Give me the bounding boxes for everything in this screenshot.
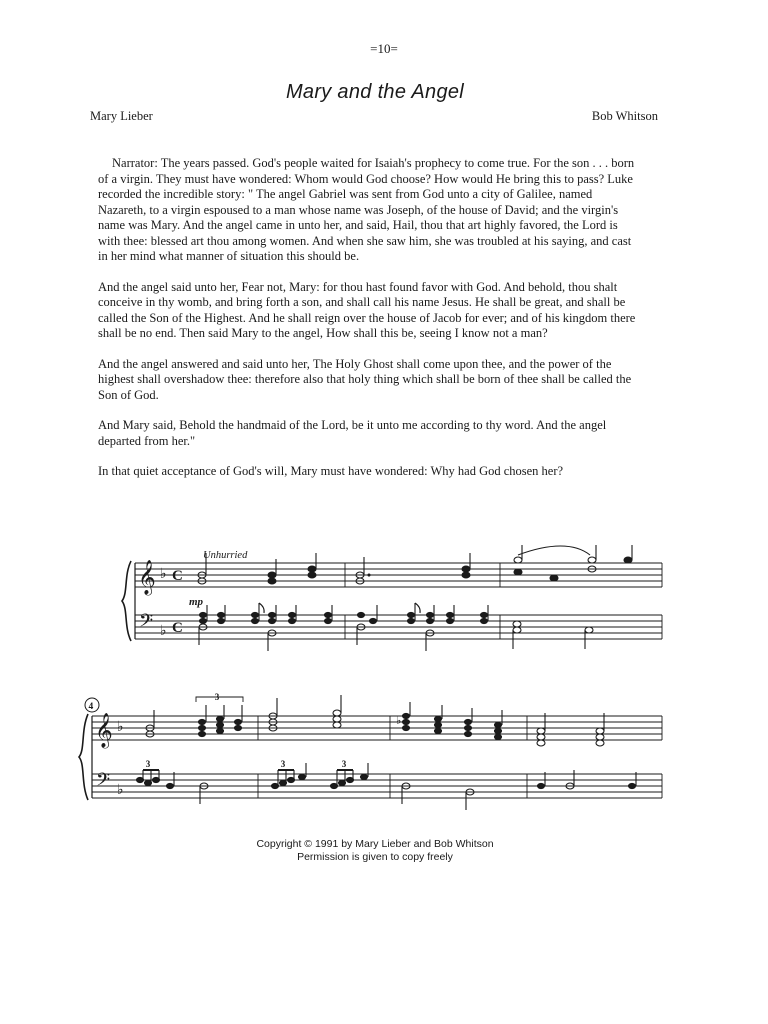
song-title: Mary and the Angel [285, 81, 465, 103]
tempo-marking: Unhurried [203, 550, 248, 561]
tuplet-label: 3 [214, 692, 220, 702]
time-signature: C [172, 620, 183, 636]
treble-notes-m7 [537, 713, 604, 746]
copyright-notice [0, 838, 750, 864]
copyright-line: Copyright © 1991 by Mary Lieber and Bob Whitson [256, 838, 494, 850]
tuplet-label: 3 [280, 759, 286, 769]
treble-notes-m2 [356, 557, 370, 584]
treble-notes-m3 [514, 545, 596, 572]
dynamic-marking: mp [189, 596, 204, 608]
bass-clef-icon: 𝄢 [139, 610, 154, 635]
bass-clef-icon: 𝄢 [96, 769, 111, 794]
flat-icon: ♭ [396, 715, 402, 727]
narration-paragraph: Narrator: The years passed. God's people waited for Isaiah's prophecy to come true. For the son . . . born of a virgin. They must have wondered: Whom would God choose? How would He bring this to pass? Luke recorded the incredible story: " The angel Gabriel was sent from God unto a city of Galilee, named Nazareth, to a virgin espoused to a man whose name was Joseph, of the house of David; and the virgin's name was Mary. And the angel came in unto her, and said, Hail, thou that art highly favored, the Lord is with thee: blessed art thou among women. And when she saw him, she was troubled at his saying, and cast in her mind what manner of situation this should be. [98, 156, 635, 263]
time-signature: C [172, 568, 183, 584]
bass-half-notes-m2 [357, 621, 593, 651]
music-system-2 [0, 690, 768, 815]
permission-line: Permission is given to copy freely [297, 851, 453, 863]
bass-notes-m1 [200, 603, 333, 624]
treble-clef-icon: 𝄞 [95, 714, 113, 747]
page-number: =10= [370, 41, 398, 56]
flat-icon: ♭ [160, 567, 167, 582]
bass-notes-m5 [272, 763, 369, 789]
tuplet-bracket [196, 697, 243, 702]
measure-number: 4 [88, 702, 94, 712]
narration-text [98, 156, 638, 495]
treble-notes-m2b [462, 553, 470, 578]
tuplet-label: 3 [145, 759, 151, 769]
music-system-1 [0, 545, 768, 660]
flat-icon: ♭ [117, 783, 124, 798]
narration-paragraph: And the angel said unto her, Fear not, Mary: for thou hast found favor with God. And behold, thou shalt conceive in thy womb, and bring forth a son, and shall call his name Jesus. He shall be great, and shall be called the Son of the Highest. And he shall reign over the house of Jacob for ever; and of his kingdom there shall be no end. Then said Mary to the angel, How shall this be, seeing I know not a man? [98, 279, 636, 340]
tuplet-label: 3 [341, 759, 347, 769]
bass-half-notes-m6 [402, 770, 574, 810]
treble-notes-m4 [146, 710, 154, 737]
treble-notes-m5 [269, 695, 341, 731]
bass-notes-m2 [358, 603, 489, 624]
narration-paragraph: And the angel answered and said unto her, The Holy Ghost shall come upon thee, and the power of the highest shall overshadow thee: therefore also that holy thing which shall be born of thee shall be called the Son of God. [98, 356, 632, 402]
bass-half-notes-m1 [199, 624, 276, 651]
narration-paragraph: And Mary said, Behold the handmaid of the Lord, be it unto me according to thy word. And the angel departed from her." [98, 418, 607, 448]
treble-triplet-m4 [199, 705, 243, 737]
narration-paragraph: In that quiet acceptance of God's will, Mary must have wondered: Why had God chosen her? [98, 464, 564, 478]
flat-icon: ♭ [117, 720, 124, 735]
treble-notes-m1b [268, 553, 316, 584]
composer-credit: Bob Whitson [591, 109, 658, 123]
treble-clef-icon: 𝄞 [138, 561, 156, 594]
flat-icon: ♭ [160, 624, 167, 639]
lyricist-credit: Mary Lieber [90, 109, 153, 123]
